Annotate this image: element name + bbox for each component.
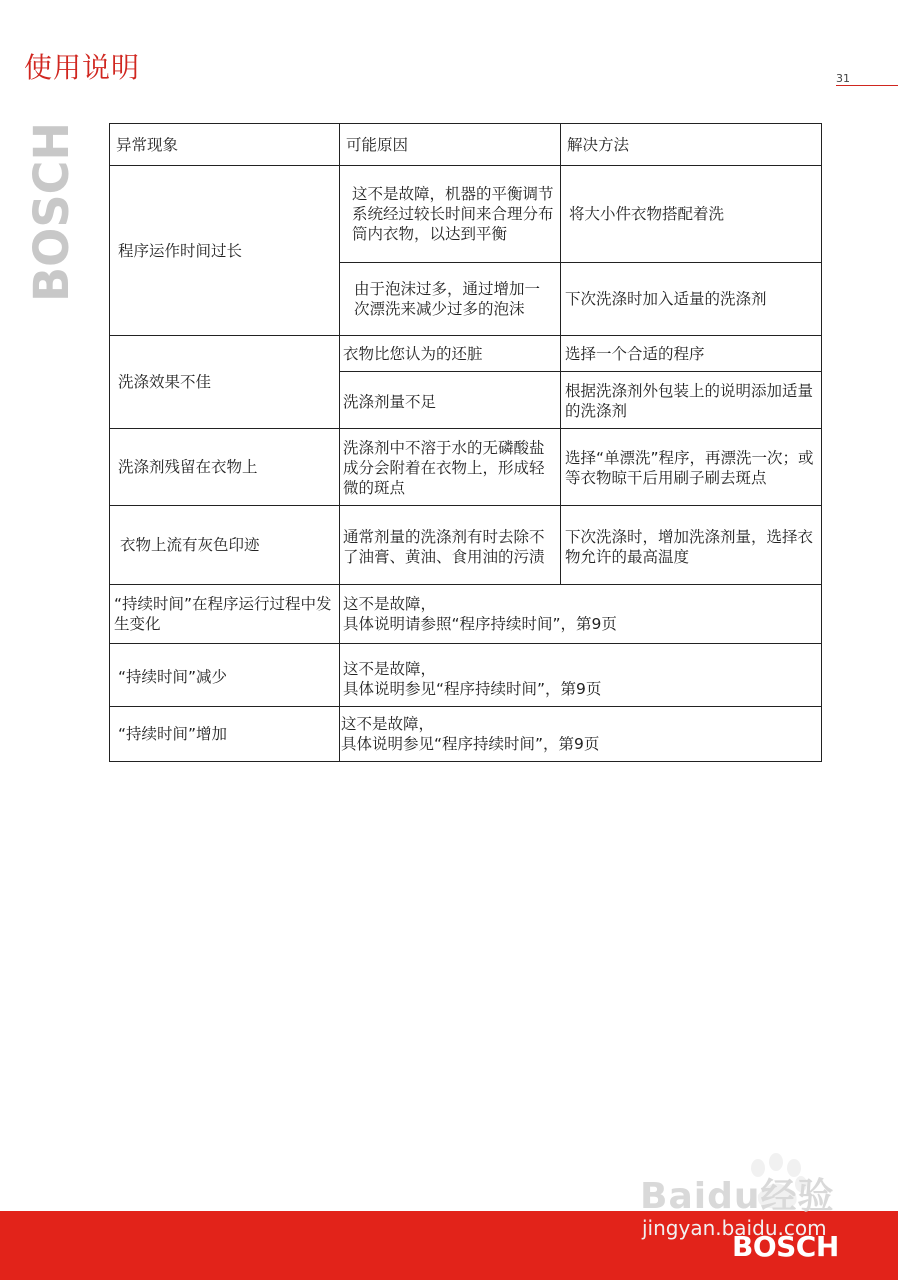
cause-cell: 洗涤剂中不溶于水的无磷酸盐成分会附着在衣物上，形成轻微的斑点: [340, 429, 561, 506]
note-line: 这不是故障，: [343, 660, 437, 678]
solution-cell: 选择“单漂洗”程序，再漂洗一次；或等衣物晾干后用刷子刷去斑点: [561, 429, 822, 506]
side-brand-text: BOSCH: [24, 114, 80, 302]
symptom-cell: 洗涤效果不佳: [110, 336, 340, 429]
cause-cell: 这不是故障，机器的平衡调节系统经过较长时间来合理分布筒内衣物，以达到平衡: [340, 166, 561, 263]
note-line: 具体说明参见“程序持续时间”，第9页: [343, 680, 602, 698]
solution-cell: 根据洗涤剂外包装上的说明添加适量的洗涤剂: [561, 372, 822, 429]
table-header-row: [110, 124, 822, 166]
table-row: [110, 166, 822, 263]
side-brand-logo: [22, 114, 80, 302]
header-symptom: 异常现象: [110, 124, 340, 166]
symptom-cell: 程序运作时间过长: [110, 166, 340, 336]
page-title: 使用说明: [24, 51, 141, 84]
symptom-cell: “持续时间”增加: [110, 707, 340, 762]
page-number: 31: [836, 72, 850, 85]
table-row: [110, 506, 822, 585]
header-solution: 解决方法: [561, 124, 822, 166]
troubleshooting-table: [109, 123, 822, 762]
symptom-cell: “持续时间”减少: [110, 644, 340, 707]
page-number-rule: [836, 85, 898, 86]
note-line: 具体说明请参照“程序持续时间”，第9页: [343, 615, 617, 633]
watermark-brand: Baidu经验: [640, 1176, 835, 1217]
cause-cell: 通常剂量的洗涤剂有时去除不了油膏、黄油、食用油的污渍: [340, 506, 561, 585]
watermark-url: jingyan.baidu.com: [642, 1216, 827, 1240]
note-cell: [340, 585, 822, 644]
table-row: [110, 707, 822, 762]
note-line: 具体说明参见“程序持续时间”，第9页: [341, 735, 600, 753]
symptom-cell: 衣物上流有灰色印迹: [110, 506, 340, 585]
note-cell: [340, 707, 822, 762]
cause-cell: 由于泡沫过多，通过增加一次漂洗来减少过多的泡沫: [340, 263, 561, 336]
note-cell: [340, 644, 822, 707]
symptom-cell: 洗涤剂残留在衣物上: [110, 429, 340, 506]
solution-cell: 下次洗涤时加入适量的洗涤剂: [561, 263, 822, 336]
header-cause: 可能原因: [340, 124, 561, 166]
table-row: [110, 429, 822, 506]
table-row: [110, 644, 822, 707]
table-row: [110, 336, 822, 372]
symptom-cell: “持续时间”在程序运行过程中发生变化: [110, 585, 340, 644]
note-line: 这不是故障，: [343, 595, 437, 613]
note-line: 这不是故障，: [341, 715, 435, 733]
cause-cell: 衣物比您认为的还脏: [340, 336, 561, 372]
solution-cell: 选择一个合适的程序: [561, 336, 822, 372]
cause-cell: 洗涤剂量不足: [340, 372, 561, 429]
table-row: [110, 585, 822, 644]
solution-cell: 下次洗涤时，增加洗涤剂量，选择衣物允许的最高温度: [561, 506, 822, 585]
solution-cell: 将大小件衣物搭配着洗: [561, 166, 822, 263]
footer-brand-logo: BOSCH: [732, 1230, 839, 1263]
